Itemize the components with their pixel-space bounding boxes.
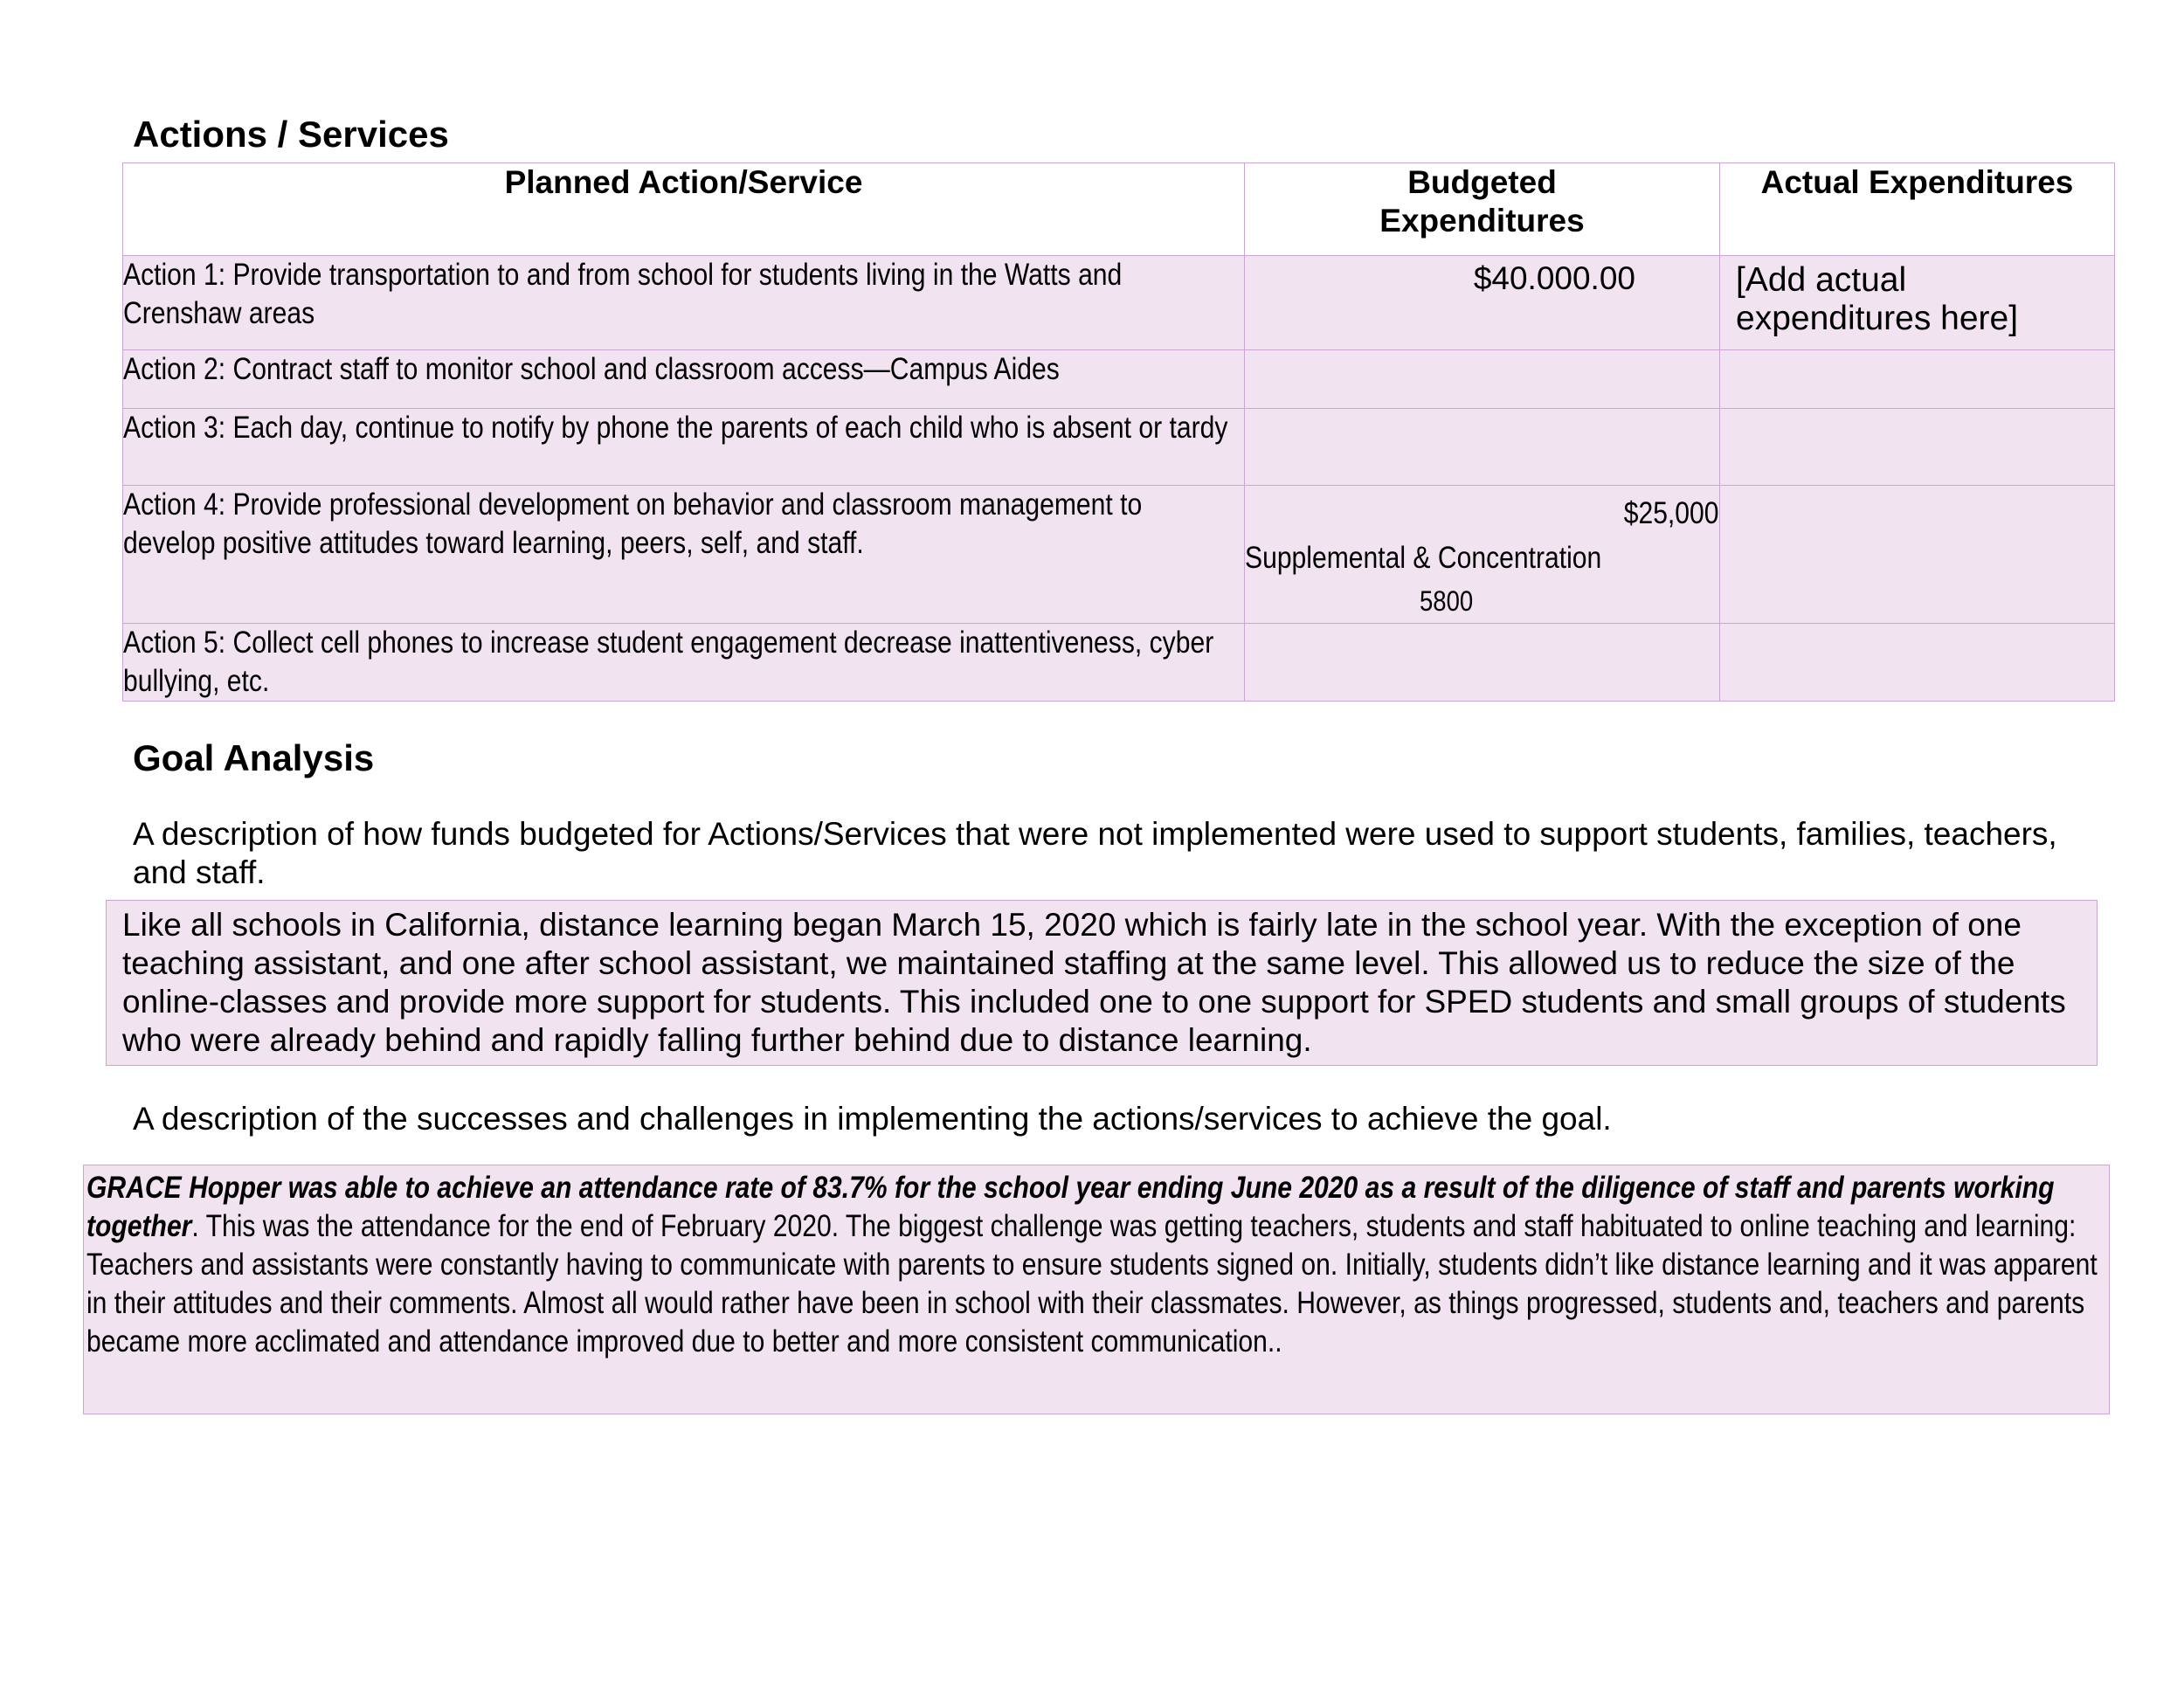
actual-cell — [1720, 624, 2115, 702]
table-row — [123, 350, 2115, 409]
action-4-text: Action 4: Provide professional development on behavior and classroom management to develop positive attitudes toward learning, peers, self, and staff. — [123, 487, 1143, 560]
budgeted-expenditures-header — [1245, 163, 1720, 256]
action-4-budget-amount: $25,000 — [1624, 496, 1719, 530]
action-1-budgeted: $40.000.00 — [1473, 260, 1635, 296]
action-cell — [123, 409, 1245, 486]
budgeted-header-line2: Expenditures — [1379, 203, 1585, 239]
action-cell — [123, 350, 1245, 409]
action-cell — [123, 256, 1245, 350]
action-1-actual: [Add actual expenditures here] — [1736, 261, 2019, 337]
action-2-text: Action 2: Contract staff to monitor school and classroom access—Campus Aides — [123, 352, 1060, 386]
actual-cell — [1720, 256, 2115, 350]
action-4-budget-block — [1245, 486, 1719, 620]
actual-cell — [1720, 350, 2115, 409]
action-cell — [123, 624, 1245, 702]
successes-challenges-answer[interactable] — [83, 1165, 2110, 1414]
action-3-text: Action 3: Each day, continue to notify by phone the parents of each child who is absent or tardy — [123, 411, 1228, 445]
successes-challenges-prompt: A description of the successes and challenges in implementing the actions/services to achieve the goal. — [133, 1101, 1612, 1137]
successes-answer-body — [86, 1169, 2102, 1361]
funds-description-prompt: A description of how funds budgeted for Actions/Services that were not implemented were used to support students, families, teachers, and staff. — [133, 816, 2057, 890]
budgeted-cell — [1245, 409, 1720, 486]
budgeted-cell — [1245, 486, 1720, 624]
action-cell — [123, 486, 1245, 624]
budgeted-cell — [1245, 624, 1720, 702]
budgeted-cell — [1245, 256, 1720, 350]
funds-answer-text: Like all schools in California, distance learning began March 15, 2020 which is fairly late in the school year. With the exception of one teaching assistant, and one after school assistant, we maintained staffing at the same level. This allowed us to reduce the size of the online-classes and provide more support for students. This included one to one support for SPED students and small groups of students who were already behind and rapidly falling further behind due to distance learning. — [122, 907, 2066, 1058]
planned-action-header: Planned Action/Service — [123, 163, 1245, 256]
budgeted-cell — [1245, 350, 1720, 409]
action-1-text: Action 1: Provide transportation to and from school for students living in the Watts and Crenshaw areas — [123, 258, 1123, 330]
actual-cell — [1720, 486, 2115, 624]
successes-answer-text: . This was the attendance for the end of February 2020. The biggest challenge was getting teachers, students and staff habituated to online teaching and learning: Teachers and assistants were constantly having to communicate with parents to ensure students signed on. Initially, students didn’t like distance learning and it was apparent in their attitudes and their comments. Almost all would rather have been in school with their classmates. However, as things progressed, students and, teachers and parents became more acclimated and attendance improved due to better and more consistent communication.. — [86, 1209, 2098, 1359]
action-4-budget-code: 5800 — [1420, 585, 1474, 617]
table-header-row — [123, 163, 2115, 256]
goal-analysis-heading: Goal Analysis — [133, 737, 375, 778]
actions-services-table — [122, 162, 2115, 702]
attendance-highlight: GRACE Hopper was able to achieve an attendance rate of 83.7% for the school year ending June 2020 as a result of the diligence of staff and parents working together — [86, 1171, 2055, 1243]
action-4-budget-source: Supplemental & Concentration — [1245, 541, 1602, 575]
table-row — [123, 256, 2115, 350]
action-5-text: Action 5: Collect cell phones to increase student engagement decrease inattentiveness, cyber bullying, etc. — [123, 626, 1214, 698]
table-row — [123, 486, 2115, 624]
actual-expenditures-header: Actual Expenditures — [1720, 163, 2115, 256]
table-row — [123, 624, 2115, 702]
budgeted-header-line1: Budgeted — [1407, 164, 1557, 200]
table-row — [123, 409, 2115, 486]
actions-services-heading: Actions / Services — [133, 114, 449, 155]
funds-description-answer[interactable] — [106, 900, 2098, 1066]
actual-cell — [1720, 409, 2115, 486]
